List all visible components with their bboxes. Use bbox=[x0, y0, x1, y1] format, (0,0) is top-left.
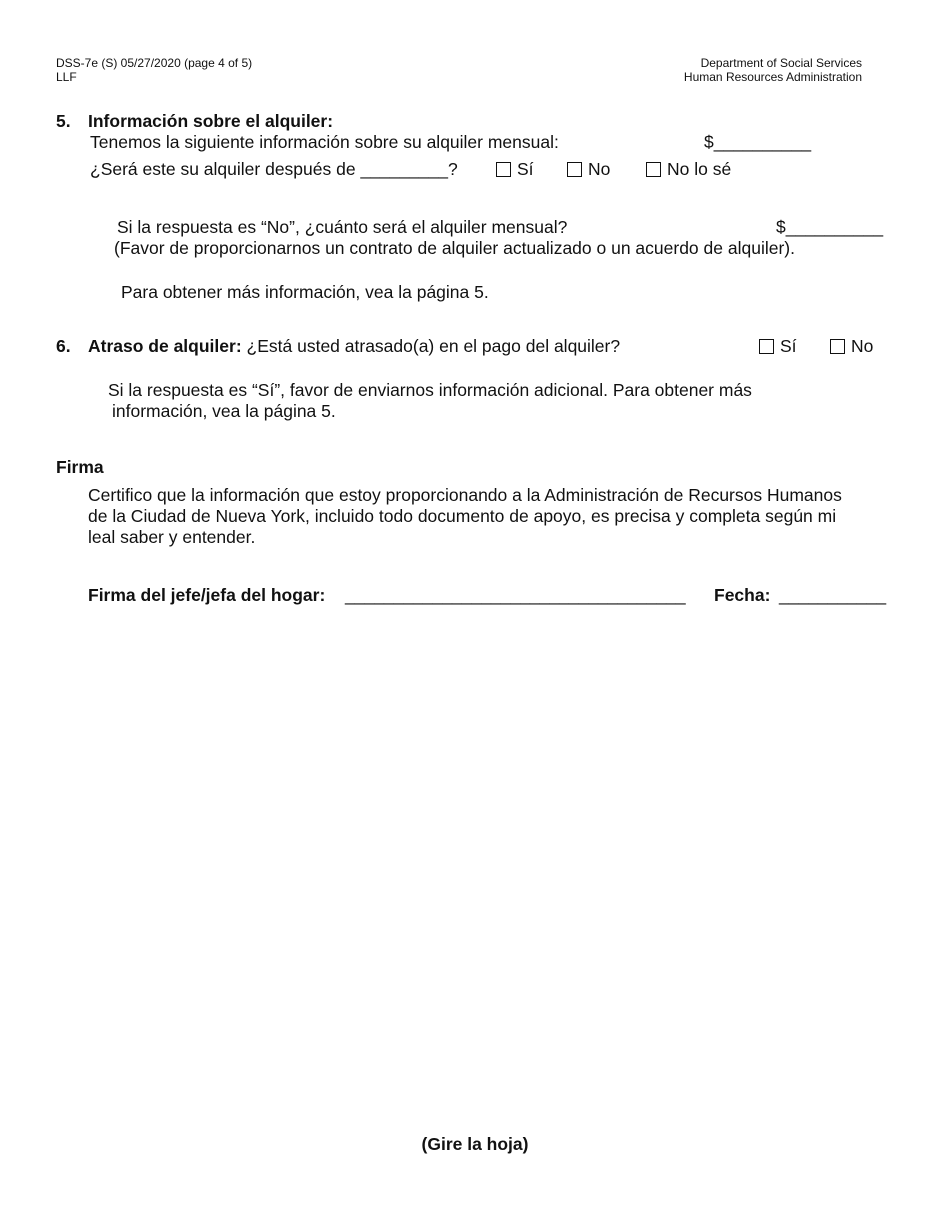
certification-line-1: Certifico que la información que estoy proporcionando a la Administración de Recursos Humanos bbox=[88, 485, 842, 505]
checkbox[interactable] bbox=[496, 162, 511, 177]
section-6-title: Atraso de alquiler: bbox=[88, 336, 242, 356]
option-label: No lo sé bbox=[667, 159, 732, 179]
section-5-number: 5. bbox=[56, 111, 71, 131]
checkbox[interactable] bbox=[646, 162, 661, 177]
certification-line-2: de la Ciudad de Nueva York, incluido todo documento de apoyo, es precisa y completa según mi bbox=[88, 506, 837, 526]
if-no-question: Si la respuesta es “No”, ¿cuánto será el alquiler mensual? bbox=[117, 217, 568, 237]
section-5-title: Información sobre el alquiler: bbox=[88, 111, 334, 131]
if-yes-line-1: Si la respuesta es “Sí”, favor de enviarnos información adicional. Para obtener más bbox=[108, 380, 752, 400]
section-5-more-info: Para obtener más información, vea la página 5. bbox=[121, 282, 489, 302]
certification-line-3: leal saber y entender. bbox=[88, 527, 256, 547]
rent-info-label: Tenemos la siguiente información sobre su alquiler mensual: bbox=[90, 132, 559, 152]
form-id: DSS-7e (S) 05/27/2020 (page 4 of 5) bbox=[56, 56, 253, 70]
signature-label: Firma del jefe/jefa del hogar: bbox=[88, 585, 326, 605]
form-code: LLF bbox=[56, 70, 77, 84]
signature-field[interactable]: ___________________________________ bbox=[345, 585, 686, 605]
checkbox[interactable] bbox=[567, 162, 582, 177]
rent-arrears-option-yes[interactable] bbox=[759, 336, 797, 357]
rent-amount-field[interactable]: $__________ bbox=[704, 132, 812, 152]
lease-note: (Favor de proporcionarnos un contrato de alquiler actualizado o un acuerdo de alquiler). bbox=[114, 238, 795, 258]
if-yes-line-2: información, vea la página 5. bbox=[112, 401, 336, 421]
option-label: No bbox=[851, 336, 874, 356]
checkbox[interactable] bbox=[759, 339, 774, 354]
division-name: Human Resources Administration bbox=[683, 70, 862, 84]
option-label: Sí bbox=[517, 159, 534, 179]
signature-heading: Firma bbox=[56, 457, 104, 477]
option-label: Sí bbox=[780, 336, 797, 356]
section-6-number: 6. bbox=[56, 336, 71, 356]
option-label: No bbox=[588, 159, 611, 179]
section-6-line bbox=[88, 336, 620, 357]
date-label: Fecha: bbox=[714, 585, 771, 605]
rent-after-option-no[interactable] bbox=[567, 159, 610, 180]
rent-after-question: ¿Será este su alquiler después de _________? bbox=[90, 159, 458, 179]
turn-page-note: (Gire la hoja) bbox=[421, 1134, 529, 1154]
agency-name: Department of Social Services bbox=[700, 56, 862, 70]
date-field[interactable]: ___________ bbox=[779, 585, 887, 605]
if-no-amount-field[interactable]: $__________ bbox=[776, 217, 884, 237]
section-6-question: ¿Está usted atrasado(a) en el pago del alquiler? bbox=[246, 336, 621, 356]
checkbox[interactable] bbox=[830, 339, 845, 354]
rent-after-option-unknown[interactable] bbox=[646, 159, 731, 180]
rent-arrears-option-no[interactable] bbox=[830, 336, 873, 357]
rent-after-option-yes[interactable] bbox=[496, 159, 534, 180]
